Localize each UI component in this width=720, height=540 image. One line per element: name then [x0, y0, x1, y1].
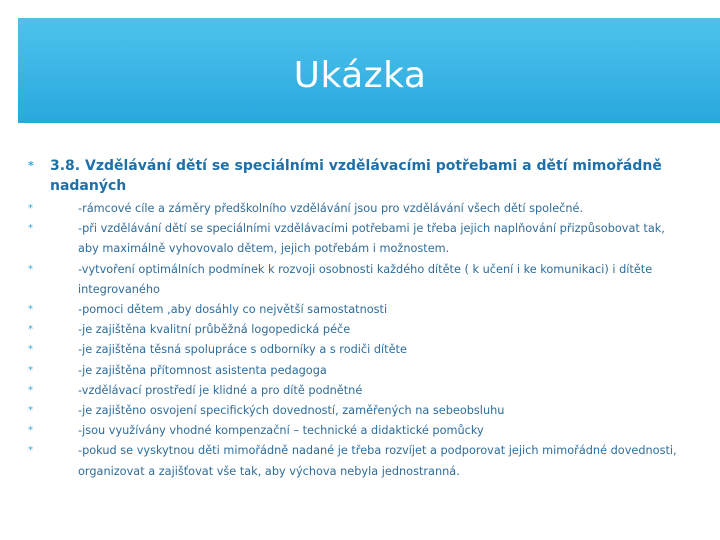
list-item-text: -jsou využívány vhodné kompenzační – technické a didaktické pomůcky — [78, 424, 484, 438]
list-item — [28, 300, 678, 320]
list-item-text: -vzdělávací prostředí je klidné a pro dítě podnětné — [78, 383, 363, 397]
list-item-text: -při vzdělávání dětí se speciálními vzdělávacími potřebami je třeba jejich naplňování přizpůsobovat tak, aby maximálně vyhovovalo dětem, jejich potřebám i možnostem. — [78, 222, 665, 256]
list-item-text: -vytvoření optimálních podmínek k rozvoji osobnosti každého dítěte ( k učení i ke komunikaci) i dítěte integrovaného — [78, 262, 653, 296]
list-item-text: -je zajištěno osvojení specifických dovedností, zaměřených na sebeobsluhu — [78, 404, 505, 418]
bullet-star-icon: * — [28, 344, 33, 356]
bullet-star-icon: * — [28, 405, 33, 417]
bullet-star-icon: * — [28, 425, 33, 437]
list-item — [28, 441, 678, 481]
section-heading — [28, 156, 670, 196]
list-item — [28, 219, 678, 259]
bullet-star-icon: * — [28, 384, 33, 396]
bullet-list — [28, 199, 678, 482]
list-item — [28, 381, 678, 401]
list-item — [28, 320, 678, 340]
list-item — [28, 260, 678, 300]
list-item — [28, 340, 678, 360]
bullet-star-icon: * — [28, 223, 33, 235]
list-item — [28, 199, 678, 219]
bullet-star-icon: * — [28, 364, 33, 376]
list-item — [28, 401, 678, 421]
bullet-star-icon: * — [28, 159, 34, 172]
bullet-star-icon: * — [28, 304, 33, 316]
list-item-text: -je zajištěna přítomnost asistenta pedagoga — [78, 363, 327, 377]
list-item — [28, 421, 678, 441]
list-item-text: -je zajištěna těsná spolupráce s odborníky a s rodiči dítěte — [78, 343, 407, 357]
list-item-text: -je zajištěna kvalitní průběžná logopedická péče — [78, 323, 351, 337]
list-item-text: -pomoci dětem ,aby dosáhly co největší samostatnosti — [78, 303, 388, 317]
list-item-text: -rámcové cíle a záměry předškolního vzdělávání jsou pro vzdělávání všech dětí společné. — [78, 202, 584, 215]
list-item — [28, 361, 678, 381]
bullet-star-icon: * — [28, 203, 33, 214]
bullet-star-icon: * — [28, 263, 33, 275]
slide-title: Ukázka — [293, 55, 427, 96]
bullet-star-icon: * — [28, 445, 33, 457]
bullet-star-icon: * — [28, 324, 33, 336]
section-heading-text: 3.8. Vzdělávání dětí se speciálními vzdělávacími potřebami a dětí mimořádně nadaných — [50, 158, 662, 194]
list-item-text: -pokud se vyskytnou děti mimořádně nadané je třeba rozvíjet a podporovat jejich mimořádné dovednosti, organizovat a zajišťovat vše tak, aby výchova nebyla jednostranná. — [78, 444, 677, 478]
